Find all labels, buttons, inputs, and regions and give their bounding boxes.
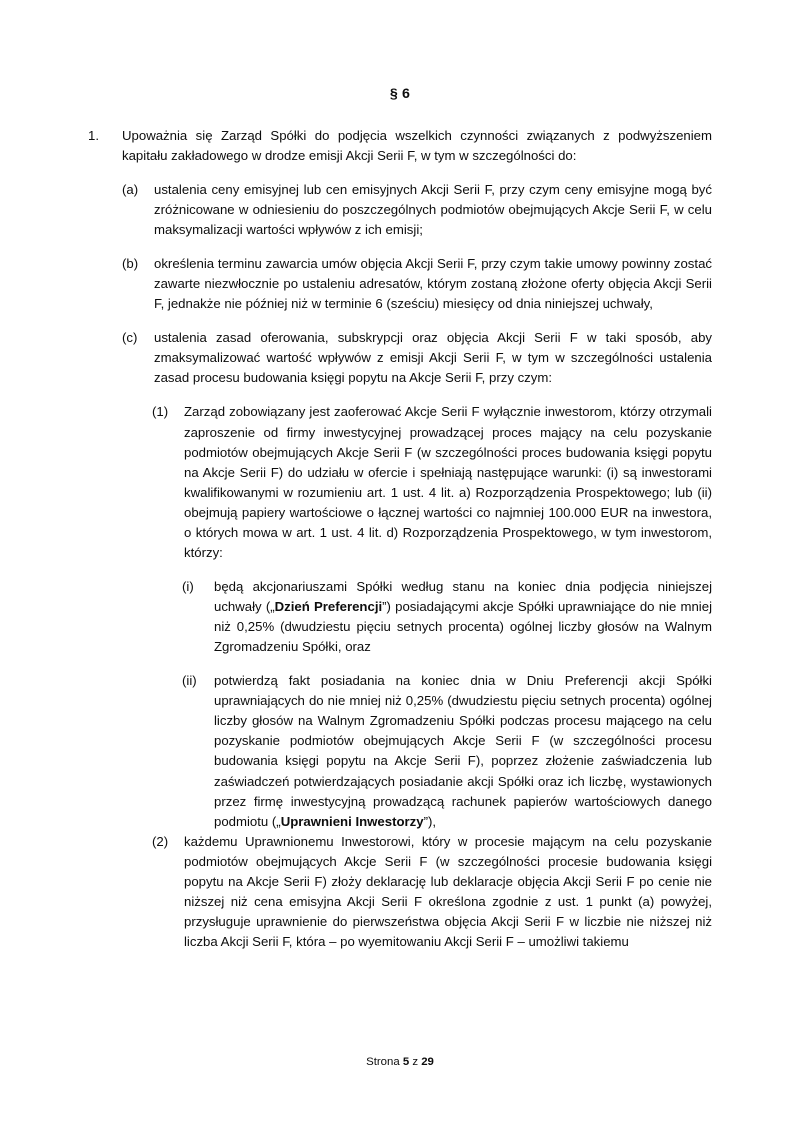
list-item-b <box>122 254 712 314</box>
list-marker: 1. <box>88 127 99 143</box>
list-marker: (b) <box>122 256 139 272</box>
sub-list-romans <box>88 577 712 832</box>
sub-list-letters <box>88 180 712 952</box>
list-text <box>214 671 712 832</box>
list-marker: (a) <box>122 181 139 197</box>
list-text: ustalenia zasad oferowania, subskrypcji oraz objęcia Akcji Serii F w taki sposób, aby zmaksymalizować wartość wpływów z emisji Akcji Serii F, w tym w szczególności ustalenia zasad procesu budowania księgi popytu na Akcje Serii F, przy czym: <box>154 330 712 386</box>
page-footer <box>0 1056 800 1068</box>
list-text: ustalenia ceny emisyjnej lub cen emisyjnych Akcji Serii F, przy czym ceny emisyjne mogą być zróżnicowane w odniesieniu do poszczególnych podmiotów obejmujących Akcje Serii F, w celu maksymalizacji wartości wpływów z ich emisji; <box>154 181 712 237</box>
list-text: Upoważnia się Zarząd Spółki do podjęcia wszelkich czynności związanych z podwyższeniem kapitału zakładowego w drodze emisji Akcji Serii F, w tym w szczególności do: <box>122 127 712 163</box>
text-after: ”) posiadającymi akcje Spółki uprawniające do nie mniej niż 0,25% (dwudziestu pięciu setnych procenta) ogólnej liczby głosów na Walnym Zgromadzeniu Spółki, oraz <box>214 599 712 655</box>
list-marker: (2) <box>152 833 169 849</box>
list-item-ii <box>182 671 712 832</box>
sub-list-numbers <box>88 402 712 952</box>
footer-page-number: 5 <box>402 1056 410 1068</box>
list-text: Zarząd zobowiązany jest zaoferować Akcje Serii F wyłącznie inwestorom, którzy otrzymali zaproszenie od firmy inwestycyjnej prowadzącej proces mający na celu pozyskanie podmiotów obejmujących Akcje Serii F (w szczególności proces budowania księgi popytu na Akcje Serii F) do udziału w ofercie i spełniają następujące warunki: (i) są inwestorami kwalifikowanymi w rozumieniu art. 1 ust. 4 lit. a) Rozporządzenia Prospektowego; lub (ii) obejmują papiery wartościowe o łącznej wartości co najmniej 100.000 EUR na inwestora, o których mowa w art. 1 ust. 4 lit. d) Rozporządzenia Prospektowego, w tym inwestorom, którzy: <box>184 404 712 560</box>
list-item-c <box>122 328 712 388</box>
section-heading: § 6 <box>389 86 411 102</box>
list-marker: (c) <box>122 330 138 346</box>
defined-term-dzien-preferencji: Dzień Preferencji <box>274 599 383 614</box>
document-body <box>88 86 712 952</box>
list-item-a <box>122 180 712 240</box>
list-item-2-inner <box>152 832 712 952</box>
footer-separator: z <box>412 1056 419 1068</box>
list-marker: (1) <box>152 404 169 420</box>
list-item-1 <box>88 126 712 166</box>
text-after: ”), <box>423 813 437 829</box>
text-before: będą akcjonariuszami Spółki według stanu na koniec dnia podjęcia niniejszej uchwały („ <box>214 578 712 614</box>
list-text: określenia terminu zawarcia umów objęcia Akcji Serii F, przy czym takie umowy powinny zostać zawarte niezwłocznie po ustaleniu adresatów, którym zostaną złożone oferty objęcia Akcji Serii F, jednakże nie później niż w terminie 6 (sześciu) miesięcy od dnia niniejszej uchwały, <box>154 256 712 312</box>
list-marker: (ii) <box>182 673 197 689</box>
list-text <box>214 577 712 657</box>
list-item-i <box>182 577 712 657</box>
text-before: potwierdzą fakt posiadania na koniec dnia w Dniu Preferencji akcji Spółki uprawniających do nie mniej niż 0,25% (dwudziestu pięciu setnych procenta) ogólnej liczby głosów na Walnym Zgromadzeniu Spółki podczas procesu mającego na celu pozyskanie podmiotów obejmujących Akcje Serii F (w szczególności procesu budowania księgi popytu na Akcje Serii F), poprzez złożenie zaświadczenia lub zaświadczeń potwierdzających posiadanie akcji Spółki oraz ich liczbę, wystawionych przez firmę inwestycyjną prowadzącą rachunek papierów wartościowych danego podmiotu („ <box>214 673 712 829</box>
list-marker: (i) <box>182 578 194 594</box>
list-text: każdemu Uprawnionemu Inwestorowi, który w procesie mającym na celu pozyskanie podmiotów obejmujących Akcje Serii F (w szczególności procesie budowania księgi popytu na Akcje Serii F) złoży deklarację lub deklaracje objęcia Akcji Serii F po cenie nie niższej niż cena emisyjna Akcji Serii F określona zgodnie z ust. 1 punkt (a) powyżej, przysługuje uprawnienie do pierwszeństwa objęcia Akcji Serii F w liczbie nie niższej niż liczba Akcji Serii F, która – po wyemitowaniu Akcji Serii F – umożliwi takiemu <box>184 833 712 949</box>
list-item-1-inner <box>152 402 712 563</box>
footer-total-pages: 29 <box>421 1056 434 1068</box>
footer-prefix: Strona <box>366 1056 400 1068</box>
defined-term-uprawnieni-inwestorzy: Uprawnieni Inwestorzy <box>280 813 424 829</box>
